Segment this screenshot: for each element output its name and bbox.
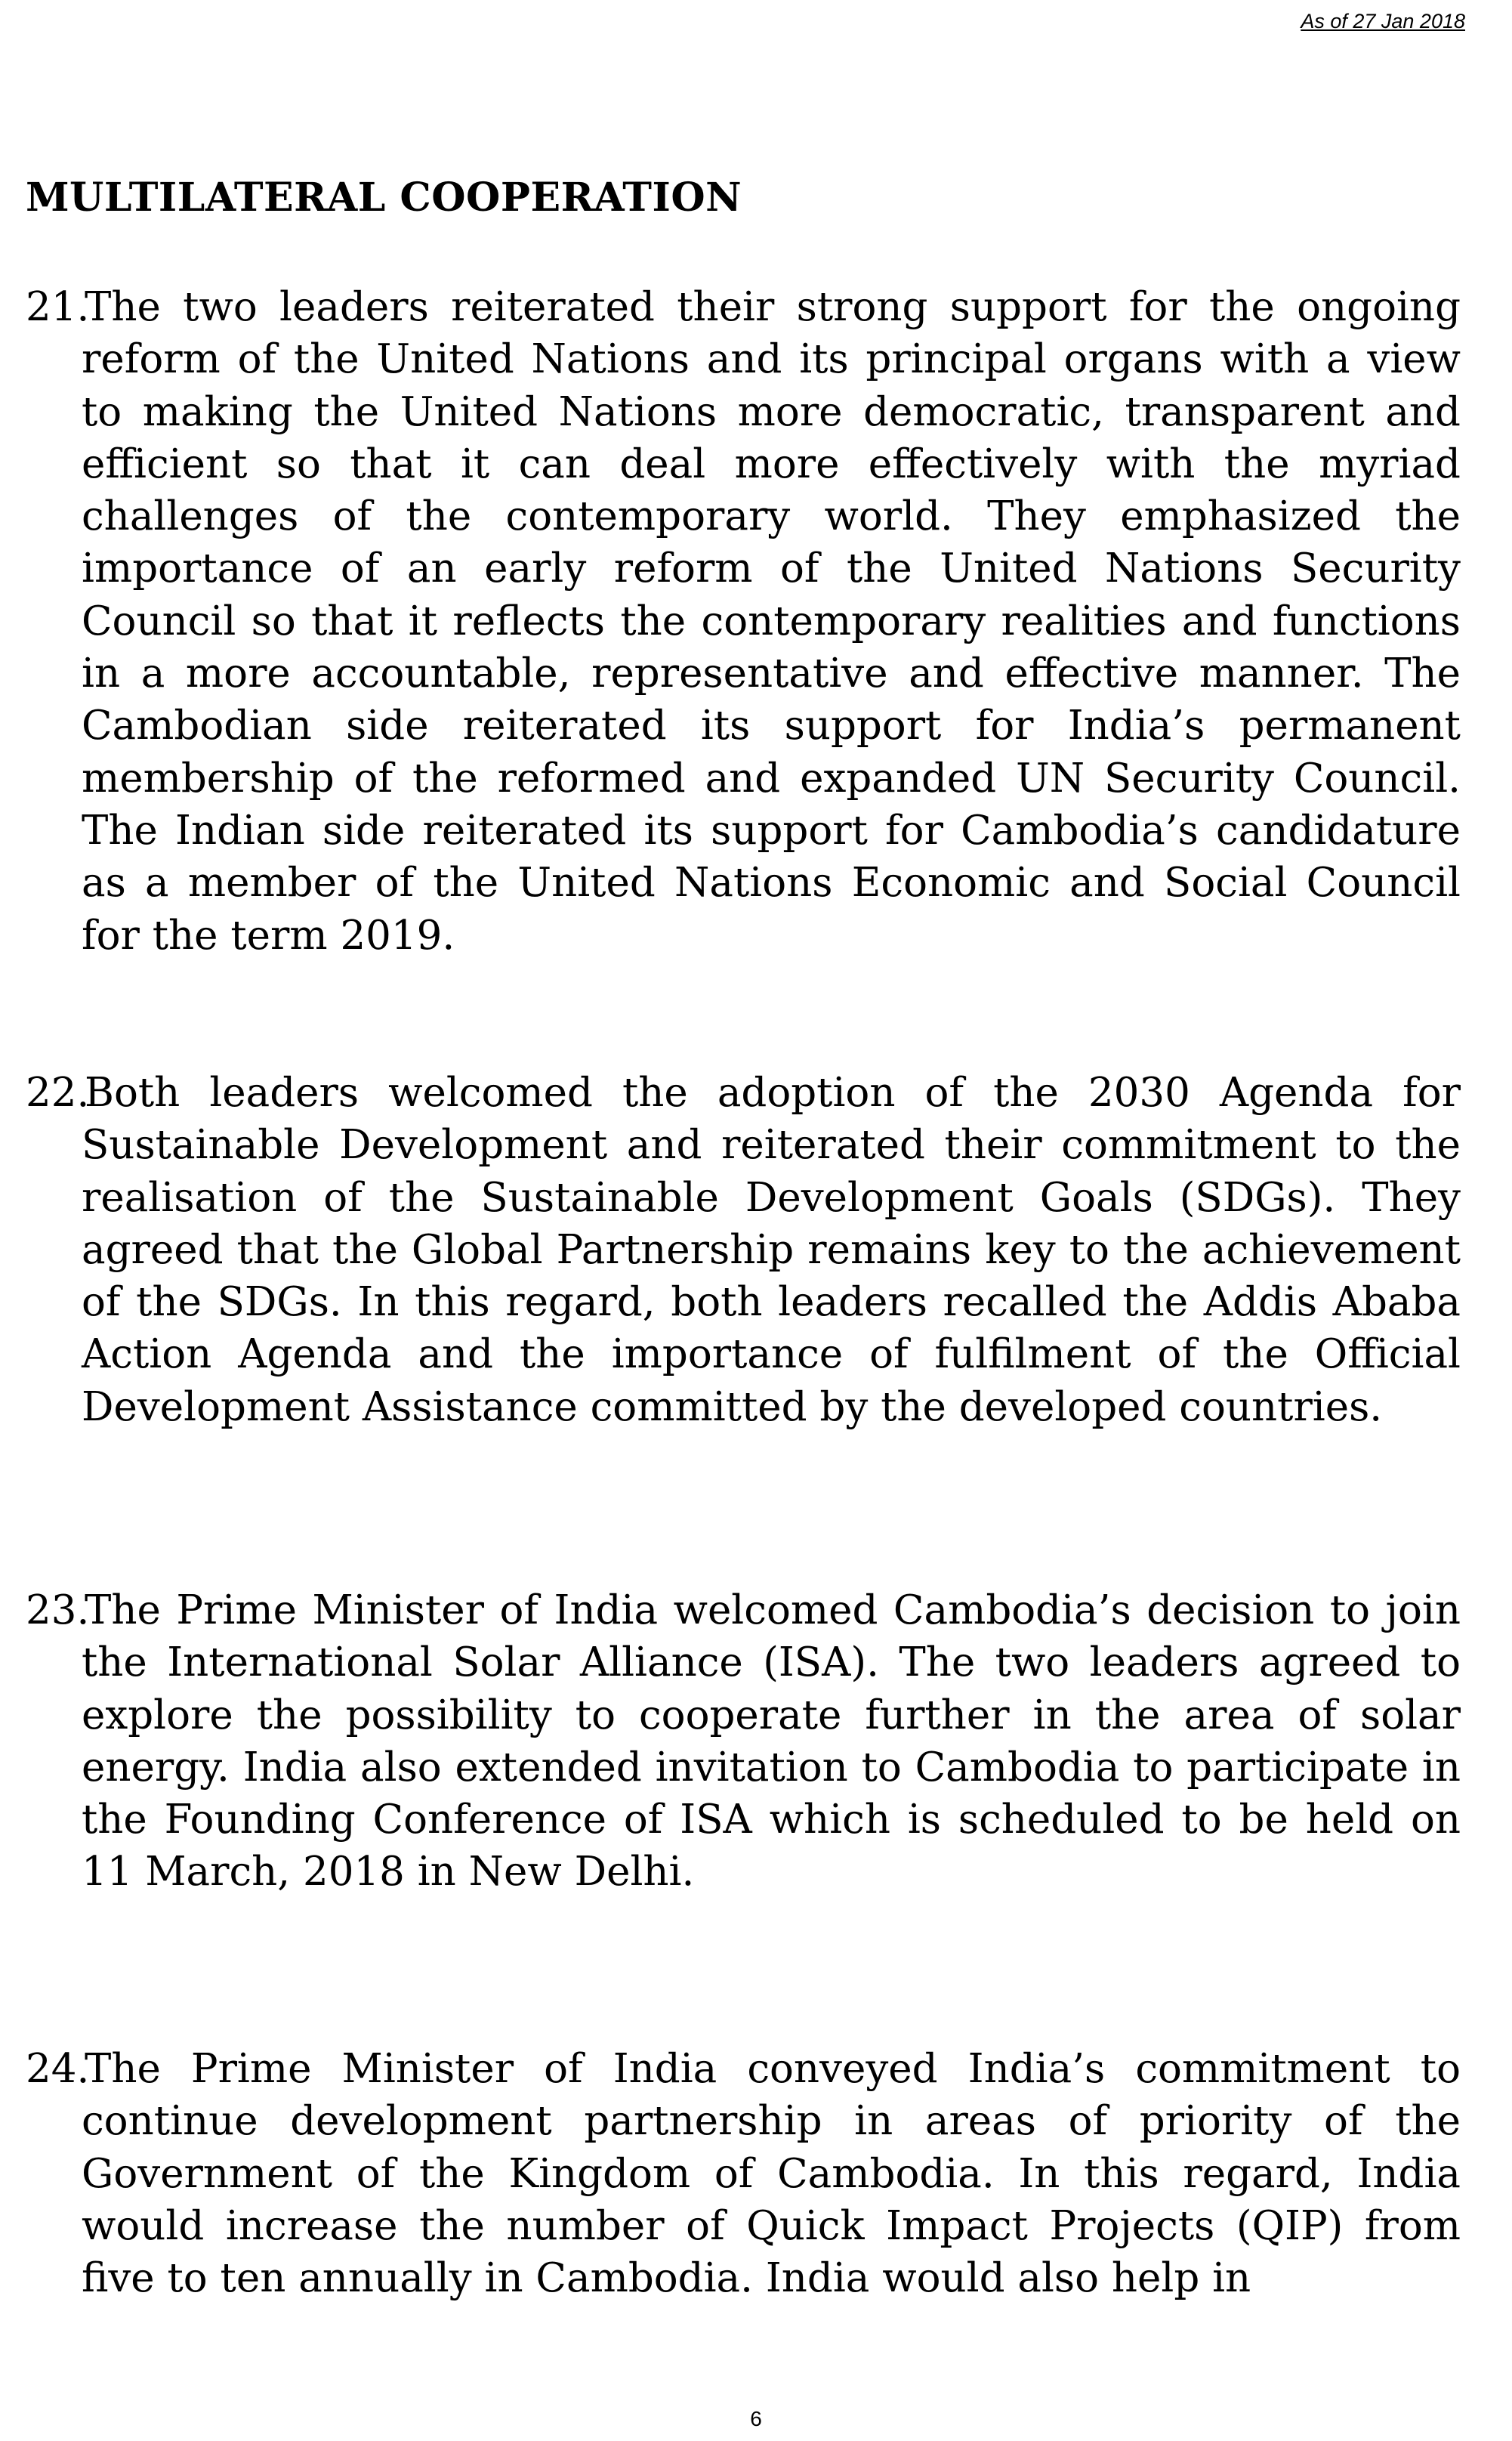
document-date-note: As of 27 Jan 2018 bbox=[1301, 10, 1465, 32]
paragraph-24 bbox=[26, 2043, 1461, 2304]
section-heading: MULTILATERAL COOPERATION bbox=[26, 175, 742, 221]
paragraph-text: The Prime Minister of India welcomed Cambodia’s decision to join the International Solar Alliance (ISA). The two leaders agreed to explore the possibility to cooperate further in the area of solar energy. India also extended invitation to Cambodia to participate in the Founding Conference of ISA which is scheduled to be held on 11 March, 2018 in New Delhi. bbox=[82, 1587, 1461, 1896]
paragraph-number: 23. bbox=[26, 1587, 90, 1633]
paragraph-text: Both leaders welcomed the adoption of the 2030 Agenda for Sustainable Development and reiterated their commitment to the realisation of the Sustainable Development Goals (SDGs). They agreed that the Global Partnership remains key to the achievement of the SDGs. In this regard, both leaders recalled the Addis Ababa Action Agenda and the importance of fulfilment of the Official Development Assistance committed by the developed countries. bbox=[82, 1070, 1461, 1430]
paragraph-text: The two leaders reiterated their strong support for the ongoing reform of the United Nations and its principal organs with a view to making the United Nations more democratic, transparent and efficient so that it can deal more effectively with the myriad challenges of the contemporary world. They emphasized the importance of an early reform of the United Nations Security Council so that it reflects the contemporary realities and functions in a more accountable, representative and effective manner. The Cambodian side reiterated its support for India’s permanent membership of the reformed and expanded UN Security Council. The Indian side reiterated its support for Cambodia’s candidature as a member of the United Nations Economic and Social Council for the term 2019. bbox=[82, 284, 1461, 959]
paragraph-23 bbox=[26, 1584, 1461, 1899]
paragraph-number: 21. bbox=[26, 284, 90, 330]
paragraph-number: 22. bbox=[26, 1070, 90, 1116]
page-number: 6 bbox=[750, 2407, 762, 2430]
paragraph-number: 24. bbox=[26, 2046, 90, 2092]
paragraph-21 bbox=[26, 281, 1461, 962]
paragraph-text: The Prime Minister of India conveyed India’s commitment to continue development partnership in areas of priority of the Government of the Kingdom of Cambodia. In this regard, India would increase the number of Quick Impact Projects (QIP) from five to ten annually in Cambodia. India would also help in bbox=[82, 2046, 1461, 2302]
paragraph-22 bbox=[26, 1067, 1461, 1433]
